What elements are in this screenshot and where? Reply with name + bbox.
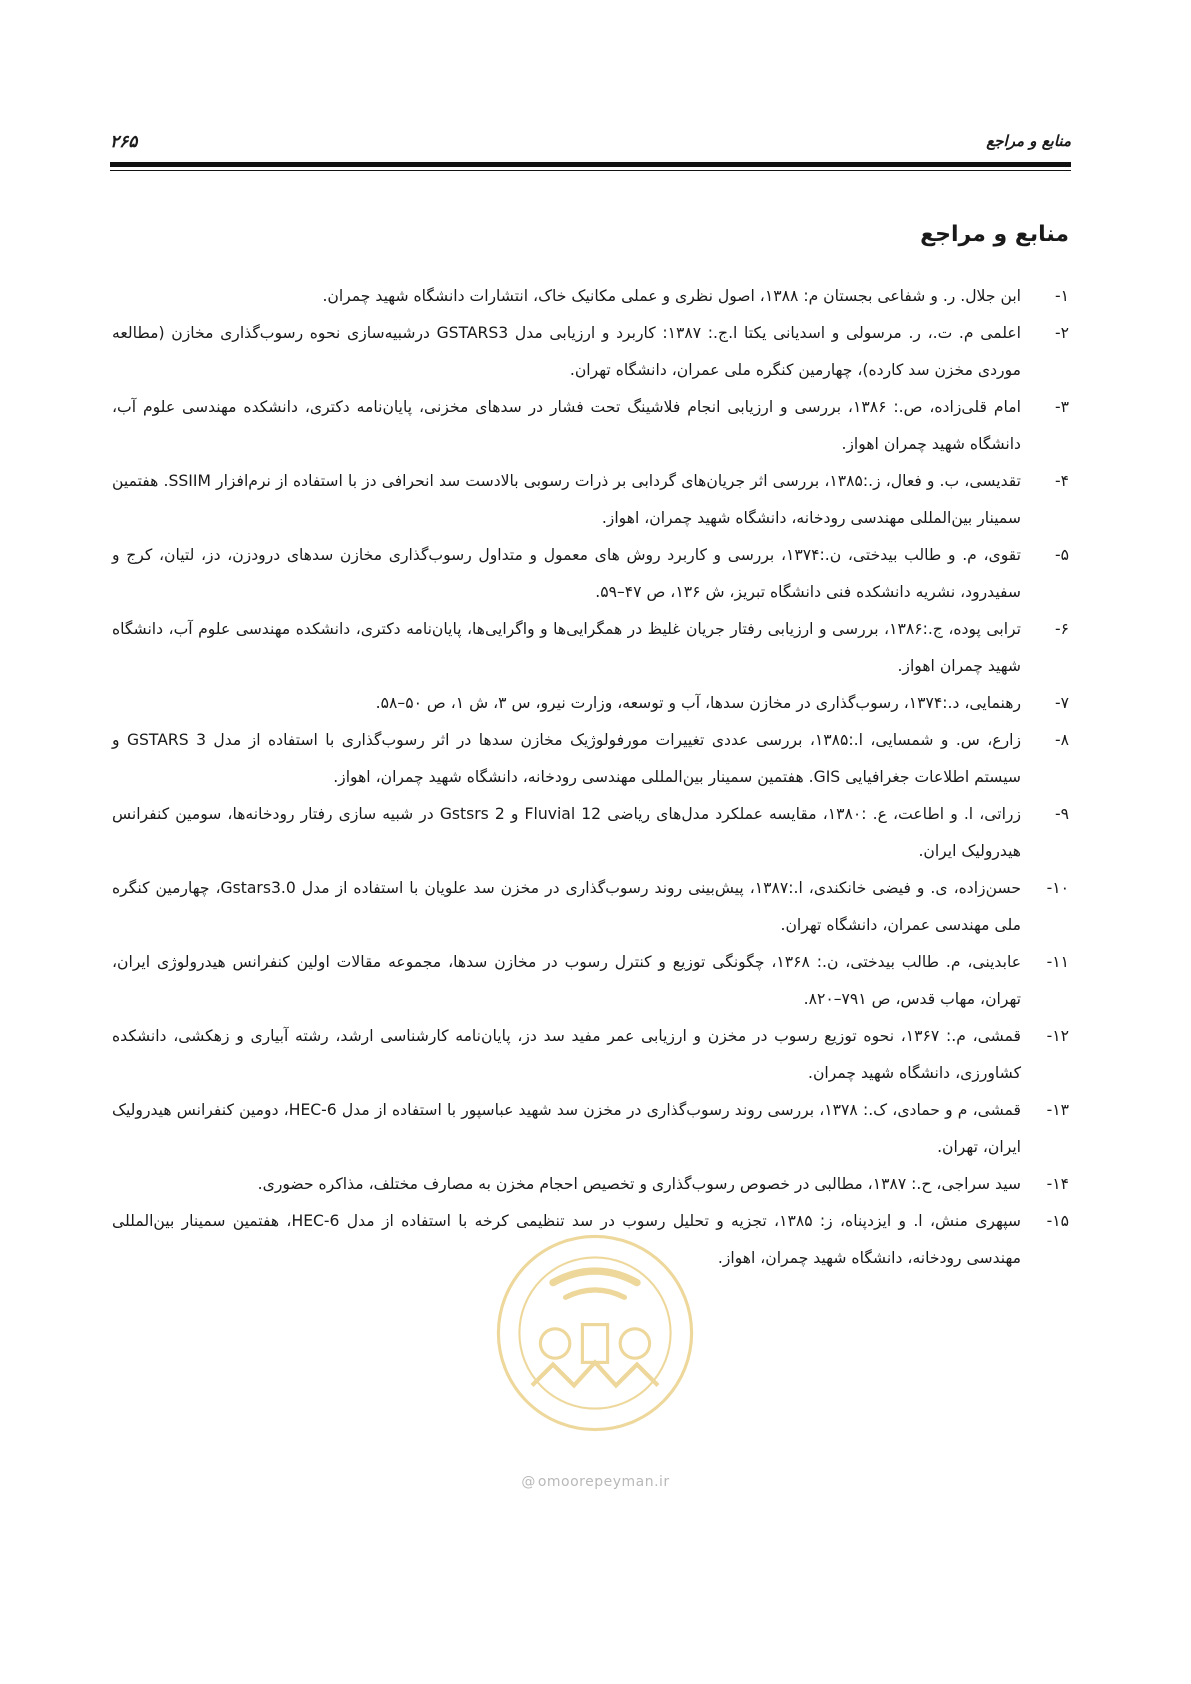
reference-text: قمشی، م و حمادی، ک.: ۱۳۷۸، بررسی روند رسوب‌گذاری در مخزن سد شهید عباسپور با استفاده از مدل HEC-6، دومین کنفرانس هیدرولیک ایران، تهران. (112, 1101, 1022, 1156)
reference-item (112, 278, 1069, 315)
reference-item (112, 611, 1069, 685)
reference-text: ترابی پوده، ج.:۱۳۸۶، بررسی و ارزیابی رفتار جریان غلیظ در همگرایی‌ها و واگرایی‌ها، پایان‌نامه دکتری، دانشکده مهندسی علوم آب، دانشگاه شهید چمران اهواز. (112, 620, 1021, 675)
reference-text: تقوی، م. و طالب بیدختی، ن.:۱۳۷۴، بررسی و کاربرد روش های معمول و متداول رسوب‌گذاری مخازن سدهای درودزن، دز، لتیان، کرج و سفیدرود، نشریه دانشکده فنی دانشگاه تبریز، ش ۱۳۶، ص ۴۷–۵۹. (112, 546, 1021, 601)
reference-text: سید سراجی، ح.: ۱۳۸۷، مطالبی در خصوص رسوب‌گذاری و تخصیص احجام مخزن به مصارف مختلف، مذاکره حضوری. (257, 1175, 1021, 1193)
reference-item (112, 315, 1069, 389)
reference-number: ۱۲- (1046, 1027, 1069, 1045)
reference-number: ۱- (1054, 287, 1069, 305)
reference-number: ۵- (1054, 546, 1069, 564)
reference-number: ۷- (1054, 694, 1069, 712)
watermark-url (0, 1474, 1191, 1490)
header-rule-thin (110, 170, 1071, 171)
reference-item (112, 1166, 1069, 1203)
reference-number: ۲- (1054, 324, 1069, 342)
reference-text: حسن‌زاده، ی. و فیضی خانکندی، ا.:۱۳۸۷، پیش‌بینی روند رسوب‌گذاری در مخزن سد علویان با استفاده از مدل Gstars3.0، چهارمین کنگره ملی مهندسی عمران، دانشگاه تهران. (112, 879, 1021, 934)
reference-number: ۱۵- (1046, 1212, 1069, 1230)
reference-text: عابدینی، م. طالب بیدختی، ن.: ۱۳۶۸، چگونگی توزیع و کنترل رسوب در مخازن سدها، مجموعه مقالات اولین کنفرانس هیدرولوژی ایران، تهران، مهاب قدس، ص ۷۹۱–۸۲۰. (112, 953, 1021, 1008)
watermark-url-text: omoorepeyman.ir (537, 1474, 670, 1490)
reference-number: ۸- (1054, 731, 1069, 749)
reference-text: امام قلی‌زاده، ص.: ۱۳۸۶، بررسی و ارزیابی انجام فلاشینگ تحت فشار در سدهای مخزنی، پایان‌نامه دکتری، دانشکده مهندسی علوم آب، دانشگاه شهید چمران اهواز. (112, 398, 1021, 453)
reference-text: ابن جلال. ر. و شفاعی بجستان م: ۱۳۸۸، اصول نظری و عملی مکانیک خاک، انتشارات دانشگاه شهید چمران. (322, 287, 1021, 305)
reference-item (112, 870, 1069, 944)
reference-number: ۱۱- (1046, 953, 1069, 971)
gear-icon (498, 1236, 691, 1429)
reference-item (112, 722, 1069, 796)
reference-text: زراتی، ا. و اطاعت، ع. :۱۳۸۰، مقایسه عملکرد مدل‌های ریاضی Fluvial 12 و Gstsrs 2 در شبیه سازی رفتار رودخانه‌ها، سومین کنفرانس هیدرولیک ایران. (112, 805, 1021, 860)
reference-number: ۱۴- (1046, 1175, 1069, 1193)
reference-text: تقدیسی، ب. و فعال، ز.:۱۳۸۵، بررسی اثر جریان‌های گردابی بر ذرات رسوبی بالادست سد انحرافی دز با استفاده از نرم‌افزار SSIIM. هفتمین سمینار بین‌المللی مهندسی رودخانه، دانشگاه شهید چمران، اهواز. (112, 472, 1021, 527)
reference-item (112, 685, 1069, 722)
reference-number: ۴- (1054, 472, 1069, 490)
watermark-at-symbol: @ (521, 1474, 536, 1490)
reference-text: زارع، س. و شمسایی، ا.:۱۳۸۵، بررسی عددی تغییرات مورفولوژیک مخازن سدها در اثر رسوب‌گذاری با استفاده از مدل GSTARS 3 و سیستم اطلاعات جغرافیایی GIS. هفتمین سمینار بین‌المللی مهندسی رودخانه، دانشگاه شهید چمران، اهواز. (112, 731, 1021, 786)
section-title: منابع و مراجع (920, 222, 1069, 247)
reference-item (112, 1018, 1069, 1092)
watermark-logo (490, 1228, 700, 1438)
reference-text: اعلمی م. ت.، ر. مرسولی و اسدیانی یکتا ا.ج.: ۱۳۸۷: کاربرد و ارزیابی مدل GSTARS3 درشبیه‌سازی نحوه رسوب‌گذاری مخازن (مطالعه موردی مخزن سد کارده)، چهارمین کنگره ملی عمران، دانشگاه تهران. (112, 324, 1022, 379)
reference-item (112, 1092, 1069, 1166)
reference-number: ۱۳- (1046, 1101, 1069, 1119)
reference-number: ۳- (1054, 398, 1069, 416)
reference-item (112, 389, 1069, 463)
header-rule-thick (110, 162, 1071, 167)
page-number: ۲۶۵ (110, 132, 138, 152)
page-header (110, 128, 1071, 158)
reference-item (112, 944, 1069, 1018)
reference-number: ۱۰- (1046, 879, 1069, 897)
reference-item (112, 537, 1069, 611)
reference-text: سپهری منش، ا. و ایزدپناه، ز: ۱۳۸۵، تجزیه و تحلیل رسوب در سد تنظیمی کرخه با استفاده از مدل HEC-6، هفتمین سمینار بین‌المللی مهندسی رودخانه، دانشگاه شهید چمران، اهواز. (112, 1212, 1021, 1267)
reference-number: ۹- (1054, 805, 1069, 823)
reference-text: رهنمایی، د.:۱۳۷۴، رسوب‌گذاری در مخازن سدها، آب و توسعه، وزارت نیرو، س ۳، ش ۱، ص ۵۰–۵۸. (375, 694, 1021, 712)
reference-item (112, 463, 1069, 537)
reference-text: قمشی، م.: ۱۳۶۷، نحوه توزیع رسوب در مخزن و ارزیابی عمر مفید سد دز، پایان‌نامه کارشناسی ارشد، رشته آبیاری و زهکشی، دانشکده کشاورزی، دانشگاه شهید چمران. (112, 1027, 1021, 1082)
reference-item (112, 796, 1069, 870)
reference-list (112, 278, 1069, 1277)
reference-number: ۶- (1054, 620, 1069, 638)
running-title: منابع و مراجع (986, 132, 1071, 150)
